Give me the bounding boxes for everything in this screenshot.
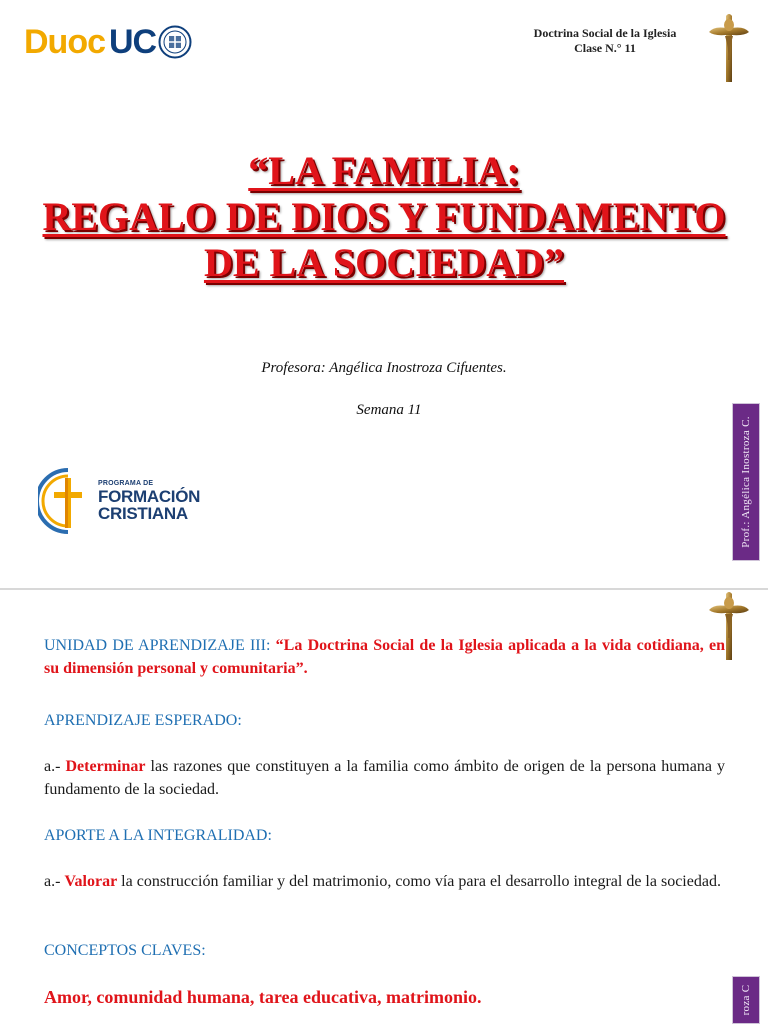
- expected-learning-paragraph: [44, 755, 725, 801]
- title-line-3: DE LA SOCIEDAD”: [203, 240, 565, 285]
- class-number: Clase N.° 11: [574, 41, 636, 55]
- presentation-title: [30, 148, 738, 286]
- formacion-cristiana-logo: [38, 466, 200, 536]
- title-line-1: “LA FAMILIA:: [248, 148, 520, 193]
- integrality-heading: APORTE A LA INTEGRALIDAD:: [44, 827, 272, 844]
- unit-text: “La Doctrina Social de la Iglesia aplicada a la vida cotidiana, en su dimensión personal y comunitaria”.: [44, 637, 726, 677]
- pfc-small-label: PROGRAMA DE: [98, 480, 154, 487]
- integrality-verb: Valorar: [64, 873, 118, 890]
- duoc-uc-logo: [24, 20, 192, 64]
- objectives-slide: [0, 590, 768, 1024]
- professor-name: Profesora: Angélica Inostroza Cifuentes.: [261, 360, 507, 376]
- integrality-text: la construcción familiar y del matrimonio, como vía para el desarrollo integral de la sociedad.: [117, 873, 721, 890]
- pfc-line-2: CRISTIANA: [98, 504, 188, 523]
- integrality-paragraph: [44, 870, 725, 893]
- university-seal-icon: [158, 25, 192, 59]
- unit-paragraph: [44, 634, 725, 680]
- unit-label: UNIDAD DE APRENDIZAJE III:: [44, 637, 271, 654]
- crucifix-icon: [706, 12, 752, 84]
- logo-uc-word: UC: [109, 22, 157, 61]
- pfc-line-1: FORMACIÓN: [98, 487, 201, 506]
- key-concepts-heading: CONCEPTOS CLAVES:: [44, 942, 206, 959]
- cross-logo-icon: [38, 466, 96, 536]
- integrality-prefix: a.-: [44, 873, 65, 890]
- expected-learning-text: las razones que constituyen a la familia como ámbito de origen de la persona humana y fundamento de la sociedad.: [44, 758, 725, 798]
- professor-side-tab: [732, 403, 760, 561]
- expected-learning-verb: Determinar: [65, 758, 146, 775]
- week-label: Semana 11: [356, 402, 422, 418]
- side-tab-text: Prof.: Angélica Inostroza C.: [740, 416, 752, 548]
- professor-side-tab-2: [732, 976, 760, 1024]
- side-tab-2-text: roza C: [740, 984, 752, 1016]
- title-line-2: REGALO DE DIOS Y FUNDAMENTO: [42, 194, 726, 239]
- expected-learning-heading: APRENDIZAJE ESPERADO:: [44, 712, 242, 729]
- course-name: Doctrina Social de la Iglesia: [533, 26, 677, 40]
- key-concepts-text: Amor, comunidad humana, tarea educativa, matrimonio.: [44, 987, 482, 1007]
- expected-learning-prefix: a.-: [44, 758, 66, 775]
- logo-duoc-word: Duoc: [24, 22, 105, 61]
- crucifix-icon-slide-2: [706, 590, 752, 662]
- course-header: [490, 26, 720, 56]
